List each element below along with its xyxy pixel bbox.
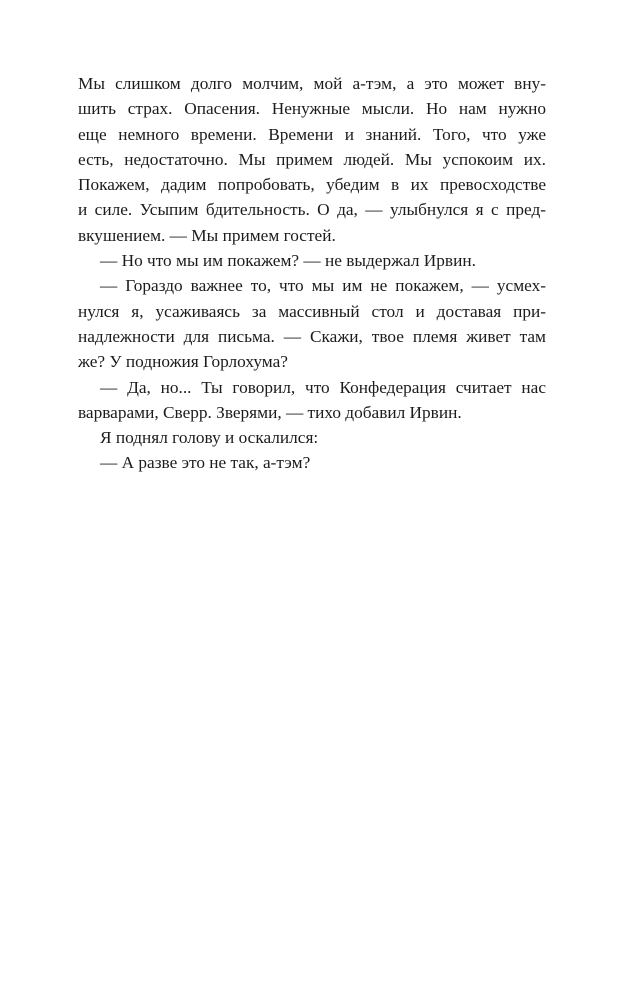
text-line: Я поднял голову и оскалился:	[100, 428, 319, 448]
text-line: — Но что мы им покажем? — не выдержал Ирвин.	[100, 251, 476, 271]
text-line: шить страх. Опасения. Ненужные мысли. Но нам нужно	[78, 99, 546, 119]
text-line: Мы слишком долго молчим, мой а-тэм, а это может вну-	[78, 74, 546, 93]
text-line: — Гораздо важнее то, что мы им не покажем, — усмех-	[100, 276, 546, 296]
text-line: есть, недостаточно. Мы примем людей. Мы успокоим их.	[78, 149, 546, 169]
book-page-text	[78, 71, 546, 476]
text-line: еще немного времени. Времени и знаний. Того, что уже	[78, 124, 546, 144]
text-line: и силе. Усыпим бдительность. О да, — улыбнулся я с пред-	[78, 200, 546, 220]
text-line: вкушением. — Мы примем гостей.	[78, 225, 336, 245]
text-line: же? У подножия Горлохума?	[78, 352, 288, 372]
text-line: — А разве это не так, а-тэм?	[100, 453, 311, 473]
text-line: нулся я, усаживаясь за массивный стол и доставая при-	[78, 301, 546, 321]
text-line: надлежности для письма. — Скажи, твое племя живет там	[78, 326, 546, 346]
text-line: — Да, но... Ты говорил, что Конфедерация считает нас	[100, 377, 546, 397]
text-line: варварами, Сверр. Зверями, — тихо добавил Ирвин.	[78, 402, 462, 422]
text-line: Покажем, дадим попробовать, убедим в их превосходстве	[78, 175, 546, 195]
